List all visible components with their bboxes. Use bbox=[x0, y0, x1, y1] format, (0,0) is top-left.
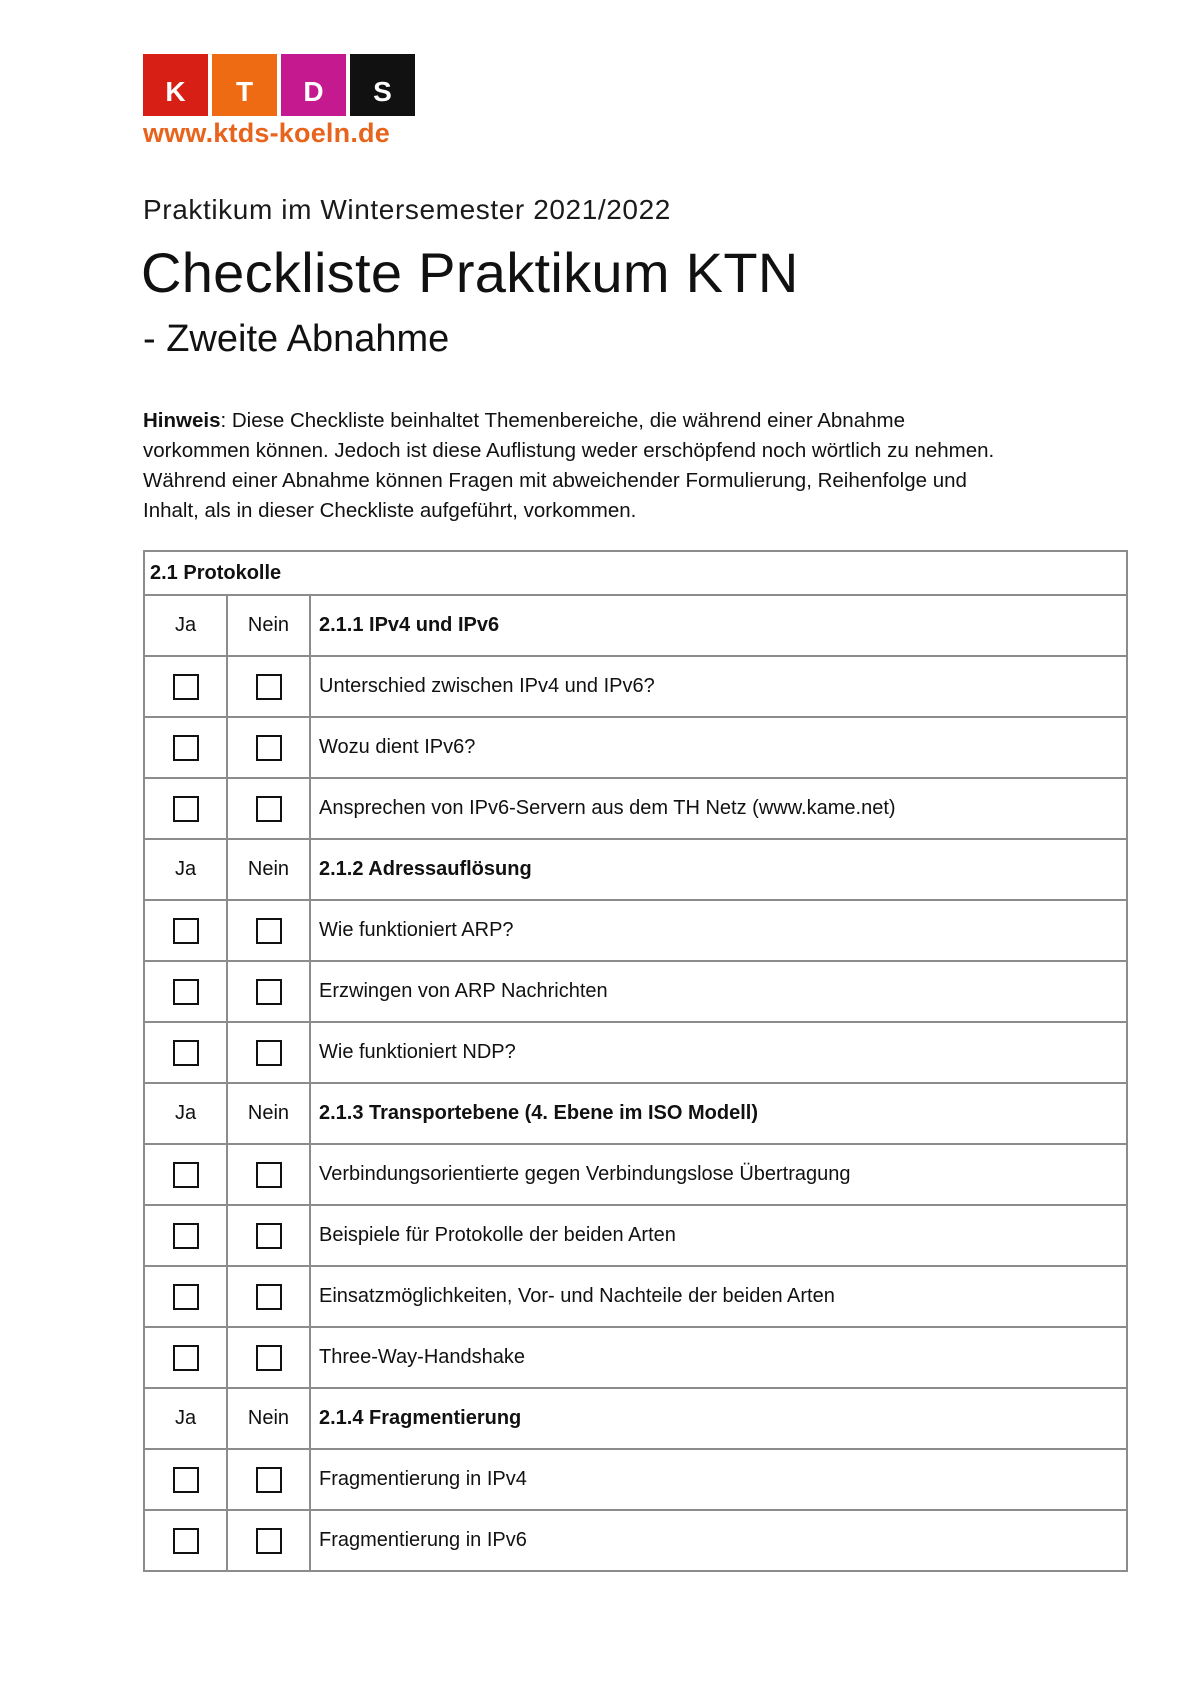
column-label-nein: Nein bbox=[228, 1084, 311, 1143]
nein-checkbox[interactable] bbox=[256, 979, 282, 1005]
column-label-ja: Ja bbox=[145, 840, 228, 899]
ja-checkbox[interactable] bbox=[173, 735, 199, 761]
nein-checkbox[interactable] bbox=[256, 1284, 282, 1310]
nein-checkbox[interactable] bbox=[256, 796, 282, 822]
nein-cell bbox=[228, 901, 311, 960]
ja-cell bbox=[145, 779, 228, 838]
nein-cell bbox=[228, 718, 311, 777]
ja-cell bbox=[145, 1023, 228, 1082]
subsection-header-row bbox=[145, 1387, 1126, 1448]
ja-cell bbox=[145, 962, 228, 1021]
nein-checkbox[interactable] bbox=[256, 735, 282, 761]
ja-checkbox[interactable] bbox=[173, 796, 199, 822]
checklist-item-row bbox=[145, 655, 1126, 716]
nein-cell bbox=[228, 1267, 311, 1326]
subsection-header-row bbox=[145, 594, 1126, 655]
column-label-nein: Nein bbox=[228, 596, 311, 655]
ja-cell bbox=[145, 718, 228, 777]
nein-checkbox[interactable] bbox=[256, 1345, 282, 1371]
checklist-item-text: Wozu dient IPv6? bbox=[319, 736, 476, 758]
checklist-item-row bbox=[145, 1448, 1126, 1509]
nein-checkbox[interactable] bbox=[256, 918, 282, 944]
logo-letter-blocks bbox=[143, 54, 415, 116]
nein-checkbox[interactable] bbox=[256, 1223, 282, 1249]
logo-letter-t: T bbox=[212, 54, 277, 116]
checklist-item-text: Verbindungsorientierte gegen Verbindungslose Übertragung bbox=[319, 1163, 851, 1185]
column-label-nein: Nein bbox=[228, 840, 311, 899]
nein-checkbox[interactable] bbox=[256, 1040, 282, 1066]
subsection-header-row bbox=[145, 838, 1126, 899]
checklist-item-row bbox=[145, 1509, 1126, 1570]
logo-url: www.ktds-koeln.de bbox=[143, 118, 390, 148]
nein-checkbox[interactable] bbox=[256, 1162, 282, 1188]
ja-checkbox[interactable] bbox=[173, 674, 199, 700]
note-label: Hinweis bbox=[143, 409, 221, 432]
nein-cell bbox=[228, 962, 311, 1021]
nein-cell bbox=[228, 1023, 311, 1082]
checklist-item-row bbox=[145, 1204, 1126, 1265]
ja-checkbox[interactable] bbox=[173, 1040, 199, 1066]
ktds-logo bbox=[143, 54, 415, 150]
nein-checkbox[interactable] bbox=[256, 1467, 282, 1493]
section-header-row bbox=[145, 552, 1126, 594]
column-label-ja: Ja bbox=[145, 1389, 228, 1448]
checklist-item-text: Einsatzmöglichkeiten, Vor- und Nachteile der beiden Arten bbox=[319, 1285, 835, 1307]
page-title-suffix: - Zweite Abnahme bbox=[143, 318, 450, 360]
section-title: 2.1 Protokolle bbox=[150, 561, 282, 584]
checklist-item-text: Fragmentierung in IPv6 bbox=[319, 1529, 527, 1551]
nein-checkbox[interactable] bbox=[256, 674, 282, 700]
logo-letter-s: S bbox=[350, 54, 415, 116]
ja-checkbox[interactable] bbox=[173, 1223, 199, 1249]
note-paragraph bbox=[143, 406, 1013, 526]
note-text: : Diese Checkliste beinhaltet Themenbereiche, die während einer Abnahme vorkommen können. Jedoch ist diese Auflistung weder erschöpfend noch wörtlich zu nehmen. Während einer Abnahme können Fragen mit abweichender Formulierung, Reihenfolge und Inhalt, als in dieser Checkliste aufgeführt, vorkommen. bbox=[143, 409, 995, 522]
ja-checkbox[interactable] bbox=[173, 918, 199, 944]
ja-cell bbox=[145, 1206, 228, 1265]
subsection-title: 2.1.3 Transportebene (4. Ebene im ISO Modell) bbox=[319, 1102, 759, 1124]
logo-letter-d: D bbox=[281, 54, 346, 116]
ja-checkbox[interactable] bbox=[173, 1345, 199, 1371]
nein-cell bbox=[228, 1450, 311, 1509]
checklist-item-row bbox=[145, 777, 1126, 838]
checklist-item-row bbox=[145, 1326, 1126, 1387]
ja-checkbox[interactable] bbox=[173, 1162, 199, 1188]
checklist-item-text: Wie funktioniert NDP? bbox=[319, 1041, 516, 1063]
column-label-ja: Ja bbox=[145, 1084, 228, 1143]
nein-cell bbox=[228, 1511, 311, 1570]
checklist-item-text: Three-Way-Handshake bbox=[319, 1346, 526, 1368]
ja-cell bbox=[145, 1328, 228, 1387]
page-subtitle: Praktikum im Wintersemester 2021/2022 bbox=[143, 194, 671, 225]
ja-cell bbox=[145, 1145, 228, 1204]
checklist-item-text: Erzwingen von ARP Nachrichten bbox=[319, 980, 608, 1002]
nein-cell bbox=[228, 1206, 311, 1265]
checklist-item-row bbox=[145, 1021, 1126, 1082]
checklist-table bbox=[143, 550, 1128, 1572]
ja-cell bbox=[145, 901, 228, 960]
nein-checkbox[interactable] bbox=[256, 1528, 282, 1554]
ja-cell bbox=[145, 657, 228, 716]
ja-cell bbox=[145, 1511, 228, 1570]
ja-checkbox[interactable] bbox=[173, 1528, 199, 1554]
ja-checkbox[interactable] bbox=[173, 1284, 199, 1310]
checklist-item-text: Unterschied zwischen IPv4 und IPv6? bbox=[319, 675, 655, 697]
checklist-item-text: Beispiele für Protokolle der beiden Arten bbox=[319, 1224, 676, 1246]
ja-checkbox[interactable] bbox=[173, 979, 199, 1005]
nein-cell bbox=[228, 657, 311, 716]
checklist-item-text: Wie funktioniert ARP? bbox=[319, 919, 514, 941]
checklist-item-row bbox=[145, 960, 1126, 1021]
subsection-title: 2.1.2 Adressauflösung bbox=[319, 858, 532, 880]
checklist-item-text: Fragmentierung in IPv4 bbox=[319, 1468, 527, 1490]
nein-cell bbox=[228, 1328, 311, 1387]
nein-cell bbox=[228, 779, 311, 838]
ja-cell bbox=[145, 1450, 228, 1509]
logo-letter-k: K bbox=[143, 54, 208, 116]
ja-cell bbox=[145, 1267, 228, 1326]
checklist-item-row bbox=[145, 1265, 1126, 1326]
checklist-item-row bbox=[145, 899, 1126, 960]
checklist-item-row bbox=[145, 1143, 1126, 1204]
subsection-header-row bbox=[145, 1082, 1126, 1143]
column-label-ja: Ja bbox=[145, 596, 228, 655]
checklist-item-text: Ansprechen von IPv6-Servern aus dem TH Netz (www.kame.net) bbox=[319, 797, 896, 819]
subsection-title: 2.1.4 Fragmentierung bbox=[319, 1407, 522, 1429]
ja-checkbox[interactable] bbox=[173, 1467, 199, 1493]
page-title: Checkliste Praktikum KTN bbox=[141, 241, 799, 304]
column-label-nein: Nein bbox=[228, 1389, 311, 1448]
subsection-title: 2.1.1 IPv4 und IPv6 bbox=[319, 614, 500, 636]
checklist-item-row bbox=[145, 716, 1126, 777]
nein-cell bbox=[228, 1145, 311, 1204]
